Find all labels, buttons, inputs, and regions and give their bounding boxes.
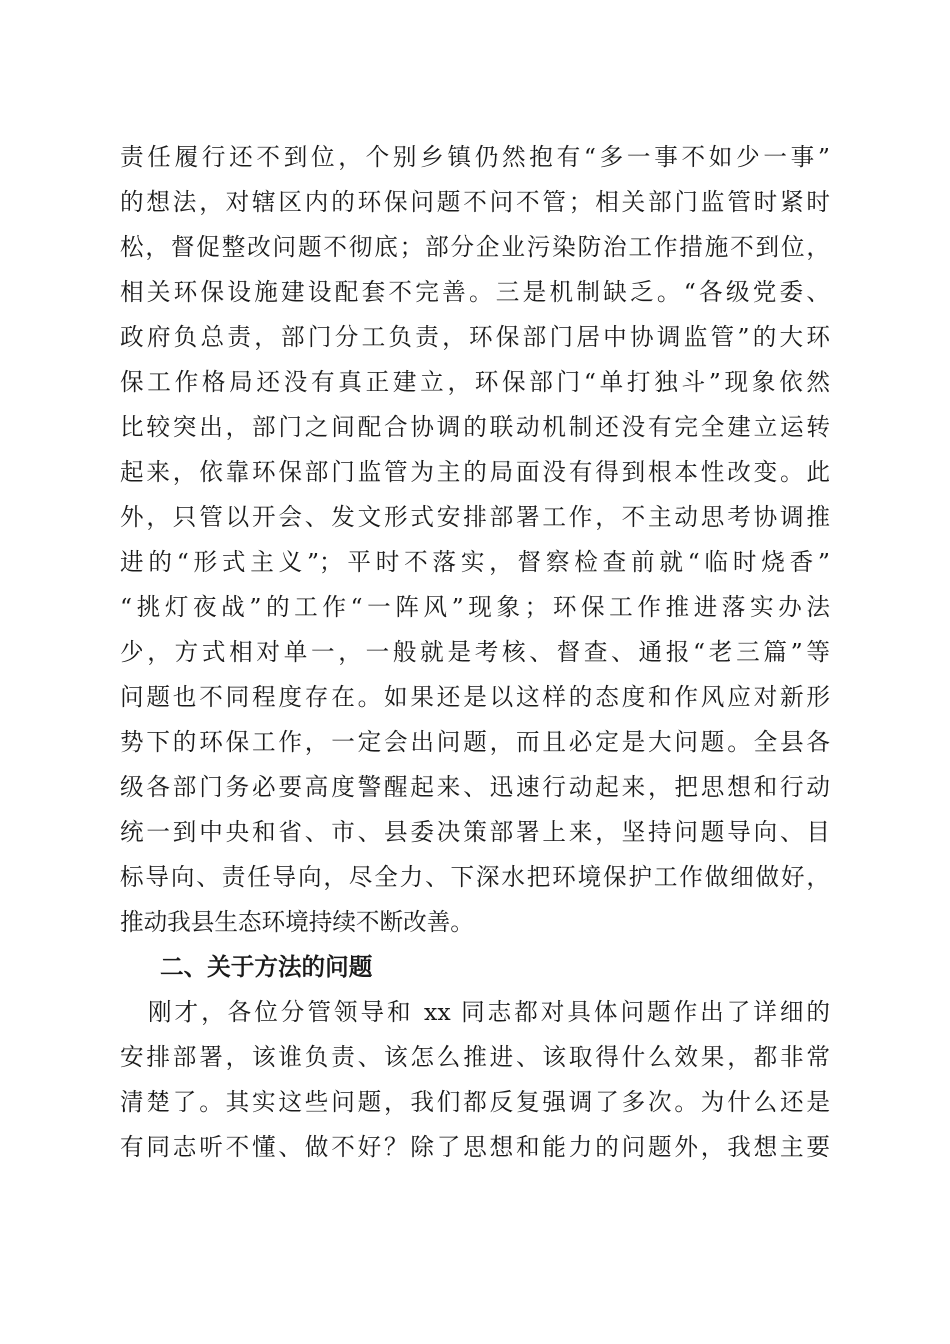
body-text-line: 安排部署，该谁负责、该怎么推进、该取得什么效果，都非常 xyxy=(120,1043,830,1071)
body-text-line: 外，只管以开会、发文形式安排部署工作，不主动思考协调推 xyxy=(120,503,830,531)
body-text-line: 起来，依靠环保部门监管为主的局面没有得到根本性改变。此 xyxy=(120,458,830,486)
body-text-line: 标导向、责任导向，尽全力、下深水把环境保护工作做细做好， xyxy=(120,863,830,891)
body-text-line: 推动我县生态环境持续不断改善。 xyxy=(120,908,474,936)
body-text-line: 级各部门务必要高度警醒起来、迅速行动起来，把思想和行动 xyxy=(120,773,830,801)
body-text-line: 少，方式相对单一，一般就是考核、督查、通报“老三篇”等 xyxy=(120,638,830,666)
body-text-line: 势下的环保工作，一定会出问题，而且必定是大问题。全县各 xyxy=(120,728,830,756)
body-text-line: “挑灯夜战”的工作“一阵风”现象；环保工作推进落实办法 xyxy=(120,593,830,621)
body-text-line: 政府负总责，部门分工负责，环保部门居中协调监管”的大环 xyxy=(120,323,830,351)
body-text-line: 有同志听不懂、做不好？除了思想和能力的问题外，我想主要 xyxy=(120,1133,830,1161)
body-text-line: 比较突出，部门之间配合协调的联动机制还没有完全建立运转 xyxy=(120,413,830,441)
body-text-line: 责任履行还不到位，个别乡镇仍然抱有“多一事不如少一事” xyxy=(120,143,830,171)
body-text-line: 刚才，各位分管领导和 xx 同志都对具体问题作出了详细的 xyxy=(148,998,830,1026)
body-text-line: 松，督促整改问题不彻底；部分企业污染防治工作措施不到位， xyxy=(120,233,830,261)
body-text-line: 保工作格局还没有真正建立，环保部门“单打独斗”现象依然 xyxy=(120,368,830,396)
body-text-line: 进的“形式主义”；平时不落实，督察检查前就“临时烧香” xyxy=(120,548,830,576)
body-text-line: 的想法，对辖区内的环保问题不问不管；相关部门监管时紧时 xyxy=(120,188,830,216)
body-text-line: 问题也不同程度存在。如果还是以这样的态度和作风应对新形 xyxy=(120,683,830,711)
section-heading: 二、关于方法的问题 xyxy=(160,953,373,981)
body-text-line: 相关环保设施建设配套不完善。三是机制缺乏。“各级党委、 xyxy=(120,278,830,306)
body-text-line: 清楚了。其实这些问题，我们都反复强调了多次。为什么还是 xyxy=(120,1088,830,1116)
body-text-line: 统一到中央和省、市、县委决策部署上来，坚持问题导向、目 xyxy=(120,818,830,846)
